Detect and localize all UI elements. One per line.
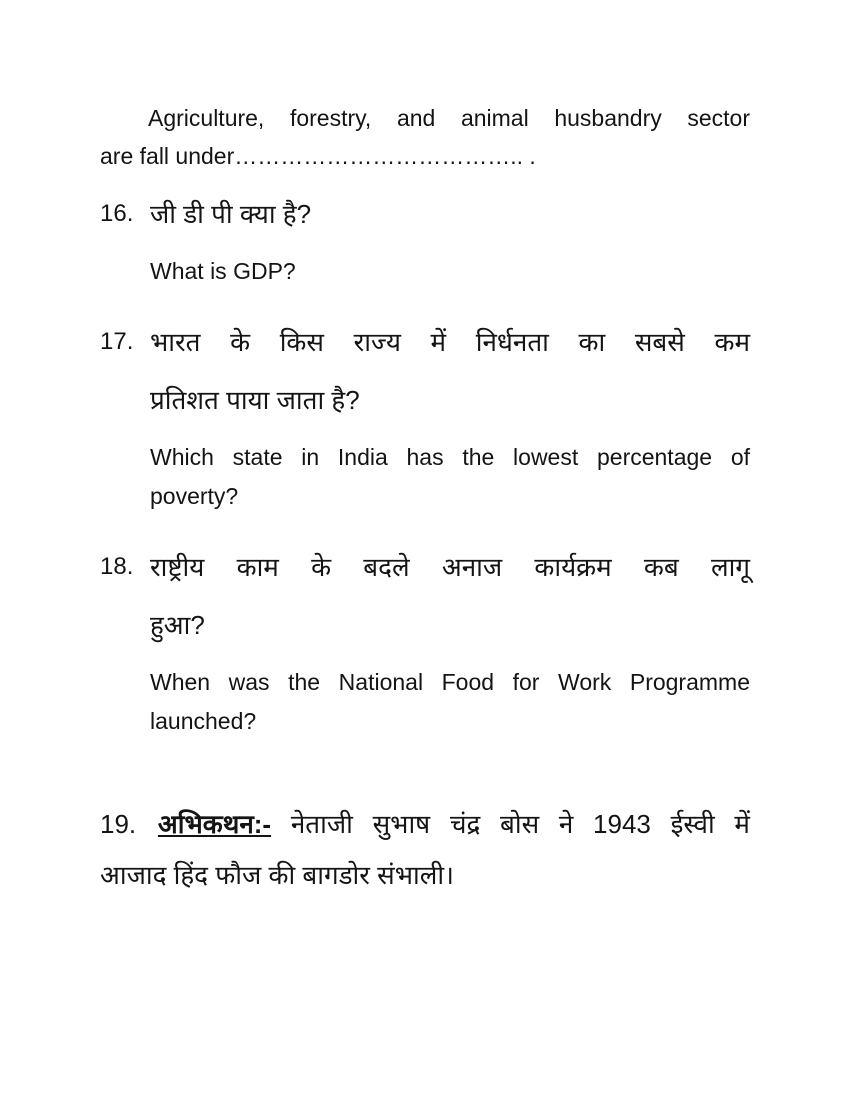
- question-hindi: [150, 313, 750, 429]
- english-line: launched?: [150, 708, 257, 734]
- question-19: [100, 799, 750, 901]
- question-15-english: [100, 99, 750, 175]
- question-number: 16.: [100, 200, 134, 227]
- question-hindi: [150, 185, 750, 243]
- question-body: [150, 313, 750, 526]
- hindi-line: हुआ?: [150, 610, 205, 640]
- assertion-line: [100, 799, 750, 850]
- text-line-with-blank: are fall under……………………………….. .: [100, 143, 536, 169]
- english-line: poverty?: [150, 483, 239, 509]
- hindi-line: जी डी पी क्या है?: [150, 199, 312, 229]
- question-body: [150, 538, 750, 751]
- question-number: 19.: [100, 809, 137, 839]
- question-18: [100, 538, 750, 751]
- assertion-text: नेताजी सुभाष चंद्र बोस ने 1943 ईस्वी में: [290, 809, 750, 839]
- assertion-line: आजाद हिंद फौज की बागडोर संभाली।: [100, 860, 454, 890]
- question-hindi: [150, 538, 750, 654]
- question-16: [100, 185, 750, 301]
- english-line: When was the National Food for Work Programme: [150, 669, 750, 695]
- english-line: What is GDP?: [150, 258, 296, 284]
- hindi-line: राष्ट्रीय काम के बदले अनाज कार्यक्रम कब लागू: [150, 552, 750, 582]
- question-number: 17.: [100, 328, 134, 355]
- question-body: [150, 185, 750, 301]
- question-number: 18.: [100, 553, 134, 580]
- question-17: [100, 313, 750, 526]
- hindi-line: भारत के किस राज्य में निर्धनता का सबसे कम: [150, 327, 750, 357]
- question-english: [150, 252, 750, 291]
- english-line: Which state in India has the lowest percentage of: [150, 444, 750, 470]
- hindi-line: प्रतिशत पाया जाता है?: [150, 385, 360, 415]
- text-line: Agriculture, forestry, and animal husbandry sector: [148, 105, 750, 131]
- question-english: [150, 663, 750, 741]
- assertion-label: अभिकथन:-: [157, 809, 272, 839]
- question-english: [150, 438, 750, 516]
